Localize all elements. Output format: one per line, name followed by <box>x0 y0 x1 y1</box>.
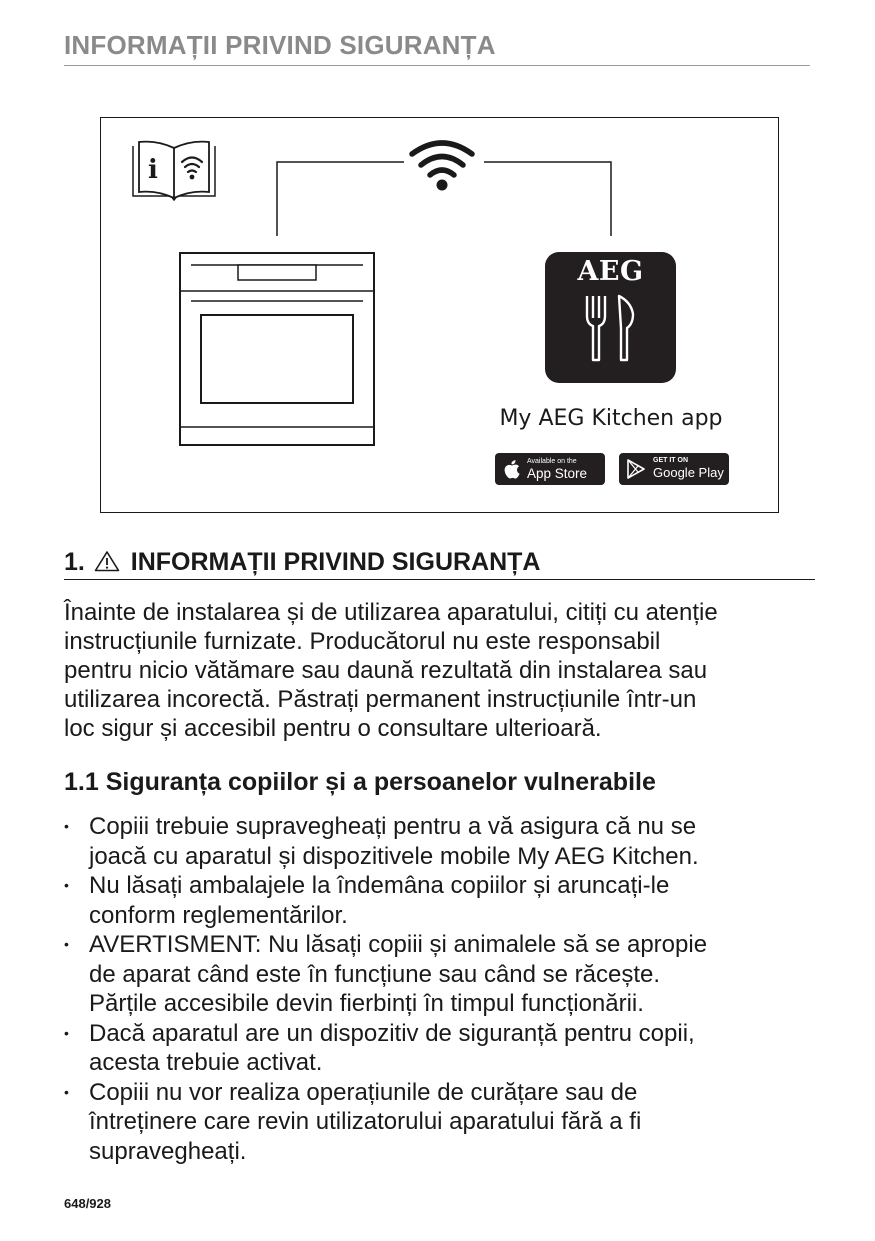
svg-text:i: i <box>148 155 158 185</box>
safety-bullet-list <box>64 812 824 1166</box>
bullet-line: conform reglementărilor. <box>89 901 348 929</box>
intro-line: Înainte de instalarea și de utilizarea aparatului, citiți cu atenție <box>64 599 718 626</box>
list-item <box>64 812 824 871</box>
app-store-small-text: Available on the <box>527 458 577 465</box>
page-number: 648/928 <box>64 1196 111 1211</box>
list-item <box>64 871 824 930</box>
aeg-app-tile <box>545 252 676 383</box>
bullet-dot: • <box>64 877 69 893</box>
bullet-line: întreținere care revin utilizatorului aparatului fără a fi <box>89 1108 642 1135</box>
section-number: 1. <box>64 548 85 576</box>
bullet-dot: • <box>64 1083 69 1100</box>
bullet-line: Copiii trebuie supravegheați pentru a vă asigura că nu se <box>89 813 697 840</box>
bullet-line: Dacă aparatul are un dispozitiv de siguranță pentru copii, <box>89 1019 695 1047</box>
intro-line: utilizarea incorectă. Păstrați permanent instrucțiunile într-un <box>64 686 697 713</box>
subsection-title: 1.1 Siguranța copiilor și a persoanelor vulnerabile <box>64 768 656 796</box>
intro-line: instrucțiunile furnizate. Producătorul nu este responsabil <box>64 628 661 655</box>
connectivity-figure <box>100 117 779 513</box>
app-store-big-text: App Store <box>527 466 588 481</box>
manual-wifi-icon <box>131 140 217 206</box>
warning-icon <box>94 550 120 572</box>
intro-line: loc sigur și accesibil pentru o consultare ulterioară. <box>64 715 602 742</box>
app-name: My AEG Kitchen app <box>499 406 723 431</box>
list-item <box>64 1019 824 1078</box>
google-play-small-text: GET IT ON <box>653 457 688 464</box>
bullet-line: Copiii nu vor realiza operațiunile de curățare sau de <box>89 1078 638 1106</box>
google-play-big-text: Google Play <box>653 465 724 480</box>
header-title: INFORMAȚII PRIVIND SIGURANȚA <box>64 30 496 60</box>
list-item <box>64 1078 824 1167</box>
bullet-line: supravegheați. <box>89 1137 247 1165</box>
section-title: INFORMAȚII PRIVIND SIGURANȚA <box>130 548 541 576</box>
play-icon <box>625 458 647 480</box>
bullet-dot: • <box>64 936 69 952</box>
aeg-logo: AEG <box>577 256 644 287</box>
bullet-line: Nu lăsați ambalajele la îndemâna copiilor și aruncați-le <box>89 872 670 899</box>
app-store-badge[interactable] <box>495 453 605 485</box>
wifi-icon <box>402 138 482 194</box>
bullet-line: acesta trebuie activat. <box>89 1049 323 1076</box>
bullet-line: Părțile accesibile devin fierbinți în timpul funcționării. <box>89 990 644 1017</box>
list-item <box>64 930 824 1019</box>
section-heading <box>64 548 815 580</box>
intro-line: pentru nicio vătămare sau daună rezultată din instalarea sau <box>64 657 708 684</box>
bullet-line: joacă cu aparatul și dispozitivele mobile My AEG Kitchen. <box>89 842 699 870</box>
bullet-line: de aparat când este în funcțiune sau când se răcește. <box>89 960 661 988</box>
apple-icon <box>503 459 521 479</box>
bullet-dot: • <box>64 818 69 834</box>
bullet-dot: • <box>64 1024 69 1041</box>
oven-icon <box>179 252 376 447</box>
intro-paragraph <box>64 598 824 743</box>
google-play-badge[interactable] <box>619 453 729 485</box>
page-header <box>64 30 810 66</box>
bullet-line: AVERTISMENT: Nu lăsați copiii și animalele să se apropie <box>89 931 708 958</box>
fork-knife-icon <box>583 294 639 364</box>
